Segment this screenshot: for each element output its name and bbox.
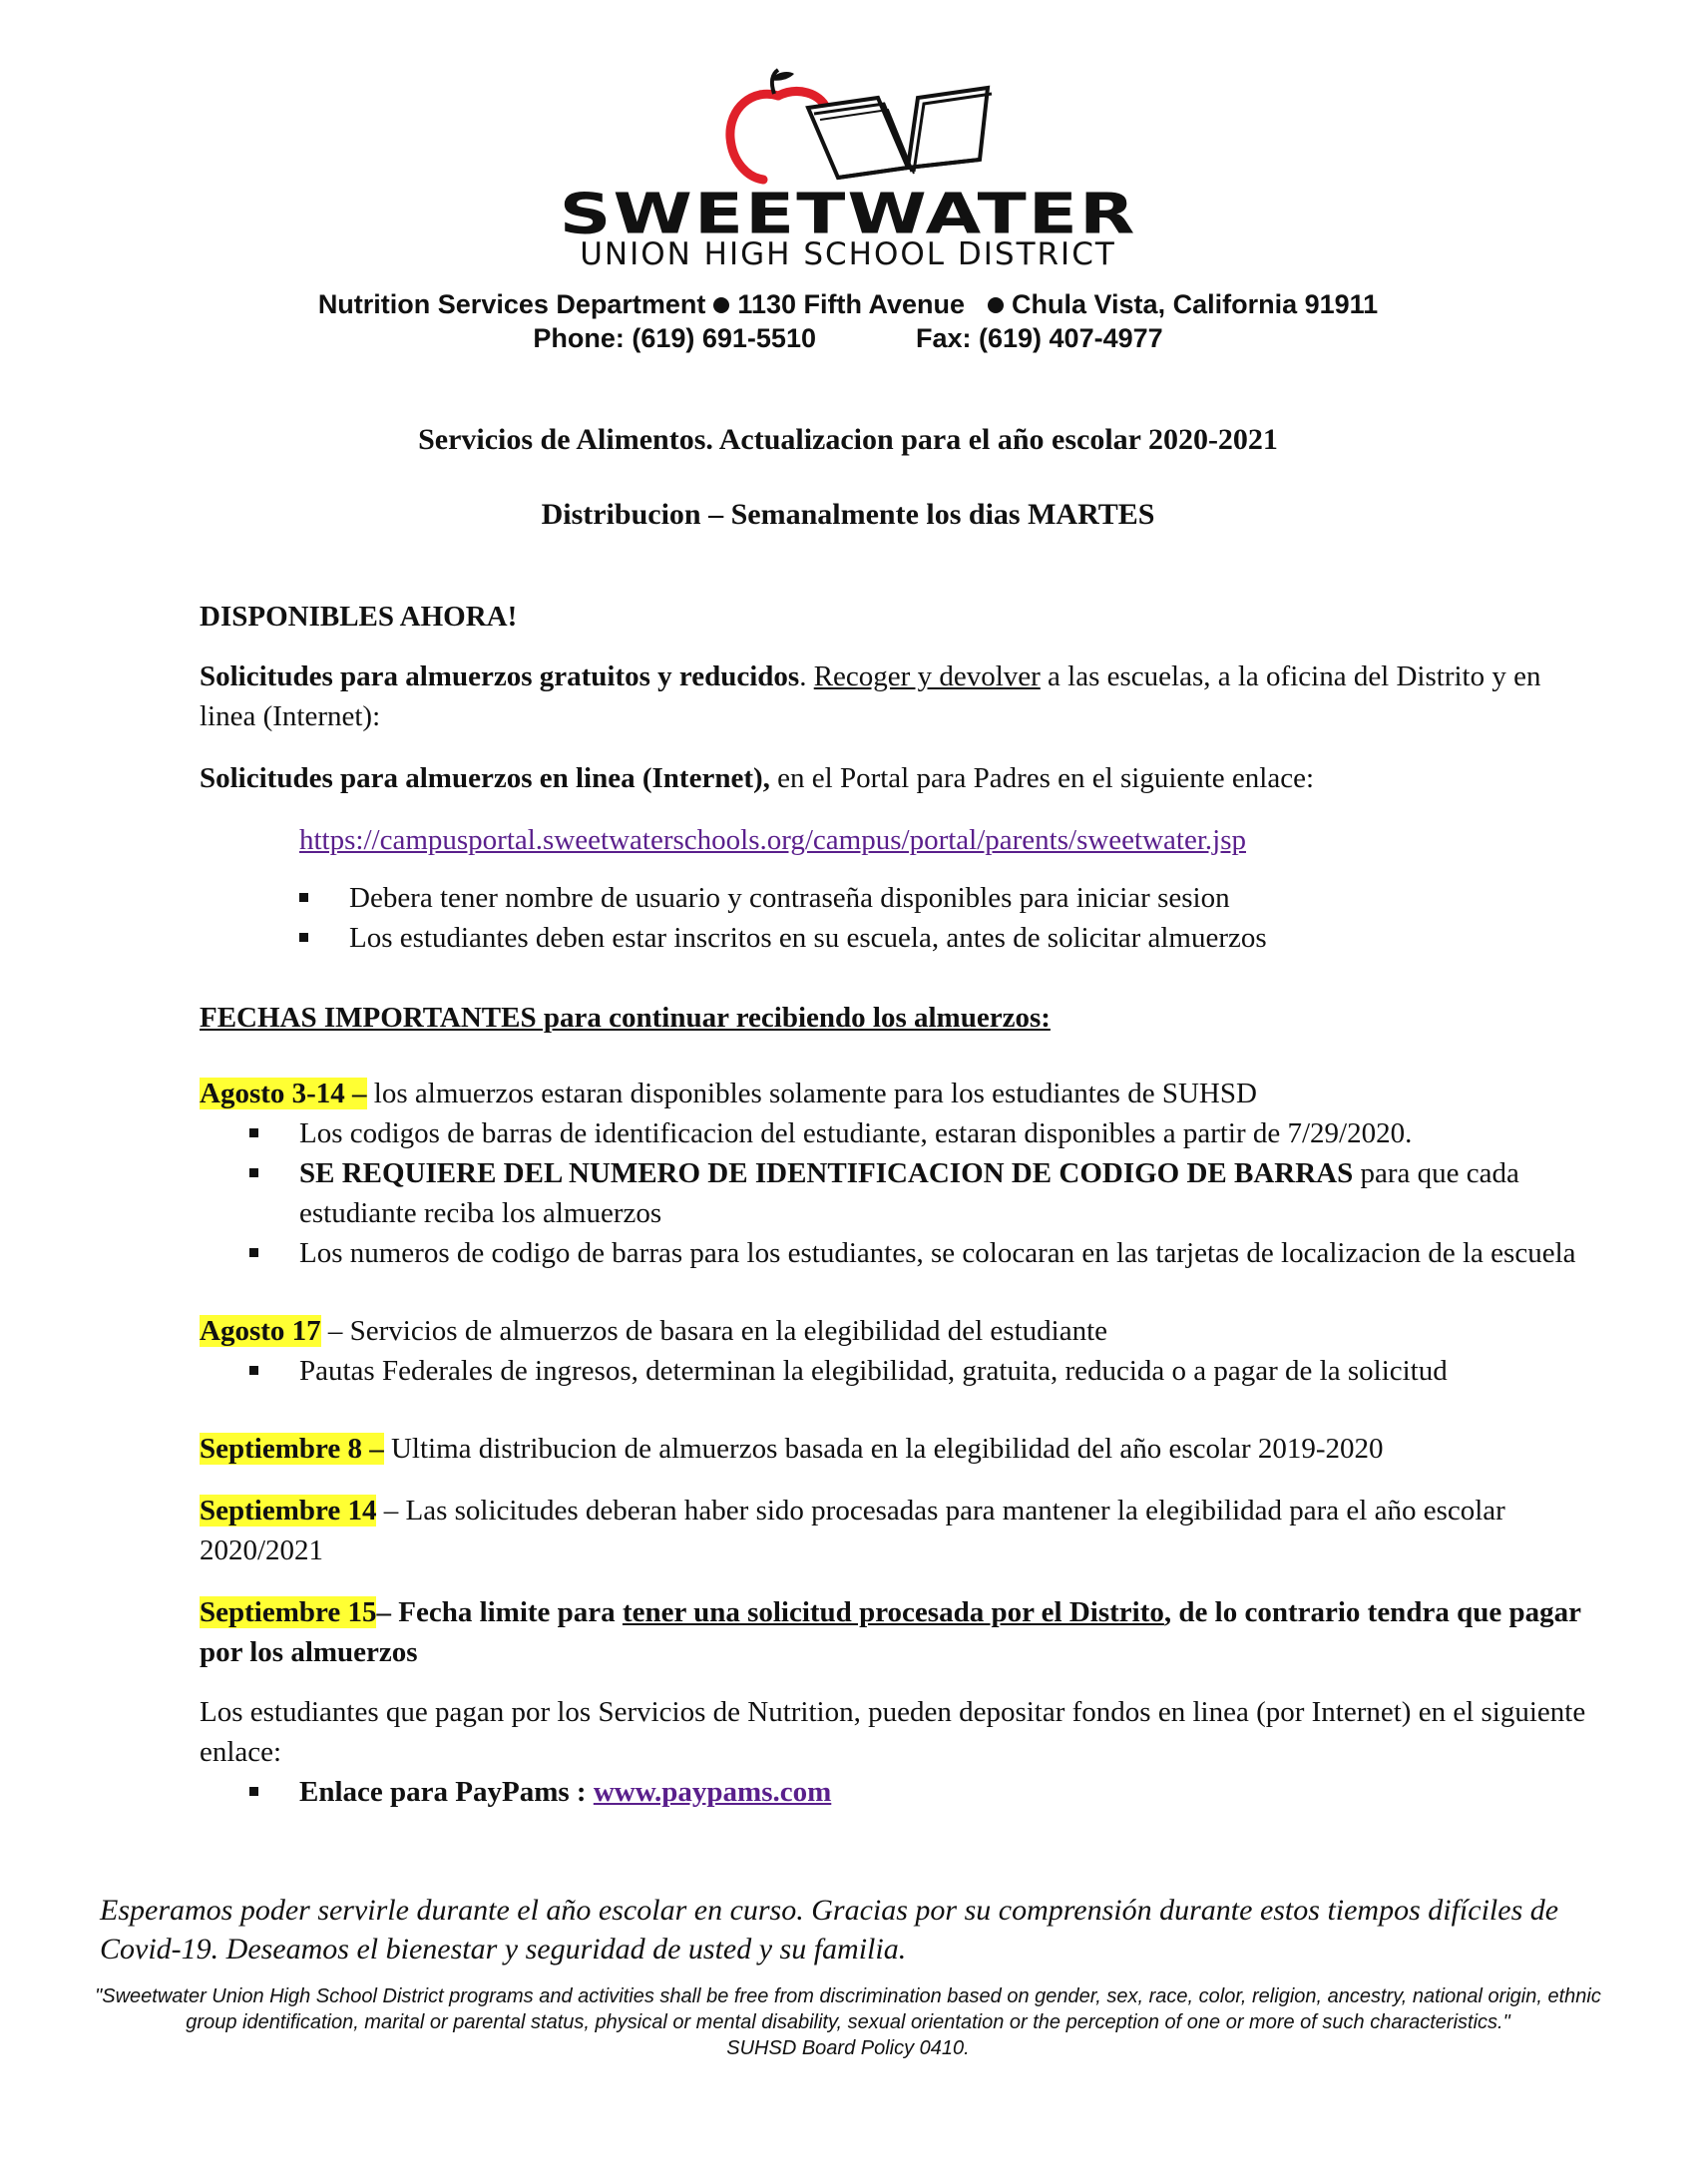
applications-bold: Solicitudes para almuerzos gratuitos y reducidos <box>200 660 800 692</box>
date-september-15: Septiembre 15– Fecha limite para tener una solicitud procesada por el Distrito, de lo contrario tendra que pagar por los almuerzos <box>200 1596 1581 1668</box>
apple-book-icon <box>708 68 1008 188</box>
online-applications-bold: Solicitudes para almuerzos en linea (Internet), <box>200 762 770 794</box>
contact-line <box>0 321 1696 355</box>
paypams-link[interactable]: www.paypams.com <box>593 1776 832 1808</box>
date-september-8: Septiembre 8 – Ultima distribucion de almuerzos basada en la elegibilidad del año escolar 2019-2020 <box>200 1433 1384 1465</box>
august-3-details <box>200 1113 1596 1273</box>
parent-portal-link[interactable]: https://campusportal.sweetwaterschools.org/campus/portal/parents/sweetwater.jsp <box>299 824 1246 856</box>
date-label-august-3: Agosto 3-14 – <box>200 1078 367 1109</box>
date-label-september-14: Septiembre 14 <box>200 1495 377 1527</box>
department-name: Nutrition Services Department <box>317 289 706 319</box>
board-policy: SUHSD Board Policy 0410. <box>726 2037 970 2059</box>
barcode-required-bold: SE REQUIERE DEL NUMERO DE IDENTIFICACION DE CODIGO DE BARRAS <box>299 1157 1354 1189</box>
department-address-line <box>0 287 1696 321</box>
online-applications-paragraph: Solicitudes para almuerzos en linea (Internet), en el Portal para Padres en el siguiente enlace: <box>200 762 1315 794</box>
list-item: Debera tener nombre de usuario y contraseña disponibles para iniciar sesion <box>299 878 1596 918</box>
closing-message: Esperamos poder servirle durante el año escolar en curso. Gracias por su comprensión durante estos tiempos difíciles de Covid-19. Deseamos el bienestar y seguridad de usted y su familia. <box>100 1894 1559 1966</box>
street-address: 1130 Fifth Avenue <box>737 289 965 319</box>
phone-number: Phone: (619) 691-5510 <box>533 323 816 353</box>
list-item: Los codigos de barras de identificacion del estudiante, estaran disponibles a partir de 7/29/2020. <box>249 1113 1596 1153</box>
applications-paragraph: Solicitudes para almuerzos gratuitos y reducidos. Recoger y devolver a las escuelas, a la oficina del Distrito y en linea (Internet): <box>200 660 1541 732</box>
date-august-3: Agosto 3-14 – los almuerzos estaran disponibles solamente para los estudiantes de SUHSD <box>200 1078 1257 1109</box>
document-title: Servicios de Alimentos. Actualizacion para el año escolar 2020-2021 <box>418 423 1278 456</box>
district-logo <box>539 68 1157 272</box>
date-august-17: Agosto 17 – Servicios de almuerzos de basara en la elegibilidad del estudiante <box>200 1315 1107 1347</box>
august-17-details <box>200 1351 1596 1391</box>
processed-application-text: tener una solicitud procesada por el Distrito <box>622 1596 1164 1628</box>
list-item: Los numeros de codigo de barras para los estudiantes, se colocaran en las tarjetas de localizacion de la escuela <box>249 1233 1596 1273</box>
fax-number: Fax: (619) 407-4977 <box>915 323 1163 353</box>
department-info <box>0 287 1696 355</box>
pickup-return-text: Recoger y devolver <box>813 660 1041 692</box>
available-section <box>200 597 1596 958</box>
paying-students-paragraph: Los estudiantes que pagan por los Servicios de Nutrition, pueden depositar fondos en linea (por Internet) en el siguiente enlace: <box>200 1696 1586 1768</box>
list-item: SE REQUIERE DEL NUMERO DE IDENTIFICACION DE CODIGO DE BARRAS para que cada estudiante reciba los almuerzos <box>249 1153 1596 1233</box>
date-september-14: Septiembre 14 – Las solicitudes deberan haber sido procesadas para mantener la elegibilidad para el año escolar 2020/2021 <box>200 1495 1505 1566</box>
date-label-september-15: Septiembre 15 <box>200 1596 377 1628</box>
date-label-september-8: Septiembre 8 – <box>200 1433 384 1465</box>
logo-wordmark: SWEETWATER <box>559 181 1137 246</box>
list-item: Los estudiantes deben estar inscritos en su escuela, antes de solicitar almuerzos <box>299 918 1596 958</box>
important-dates-section <box>200 998 1596 1812</box>
paypams-list <box>200 1772 1596 1812</box>
important-dates-heading: FECHAS IMPORTANTES para continuar recibiendo los almuerzos: <box>200 1002 1051 1034</box>
policy-text: "Sweetwater Union High School District programs and activities shall be free from discrimination based on gender, sex, race, color, religion, ancestry, national origin, ethnic group identification, marital or parental status, physical or mental disability, sexual orientation or the perception of one or more of such characteristics." <box>95 1985 1601 2033</box>
city-state-zip: Chula Vista, California 91911 <box>1012 289 1379 319</box>
paypams-label: Enlace para PayPams : <box>299 1776 587 1808</box>
bullet-dot-icon <box>988 297 1004 313</box>
nondiscrimination-statement <box>90 1983 1606 2061</box>
bullet-dot-icon <box>713 297 729 313</box>
logo-subtitle: UNION HIGH SCHOOL DISTRICT <box>580 236 1116 272</box>
available-heading: DISPONIBLES AHORA! <box>200 601 518 633</box>
list-item <box>249 1772 1596 1812</box>
date-label-august-17: Agosto 17 <box>200 1315 321 1347</box>
document-subtitle: Distribucion – Semanalmente los dias MARTES <box>541 498 1155 531</box>
portal-requirements-list <box>200 878 1596 958</box>
list-item: Pautas Federales de ingresos, determinan la elegibilidad, gratuita, reducida o a pagar de la solicitud <box>249 1351 1596 1391</box>
